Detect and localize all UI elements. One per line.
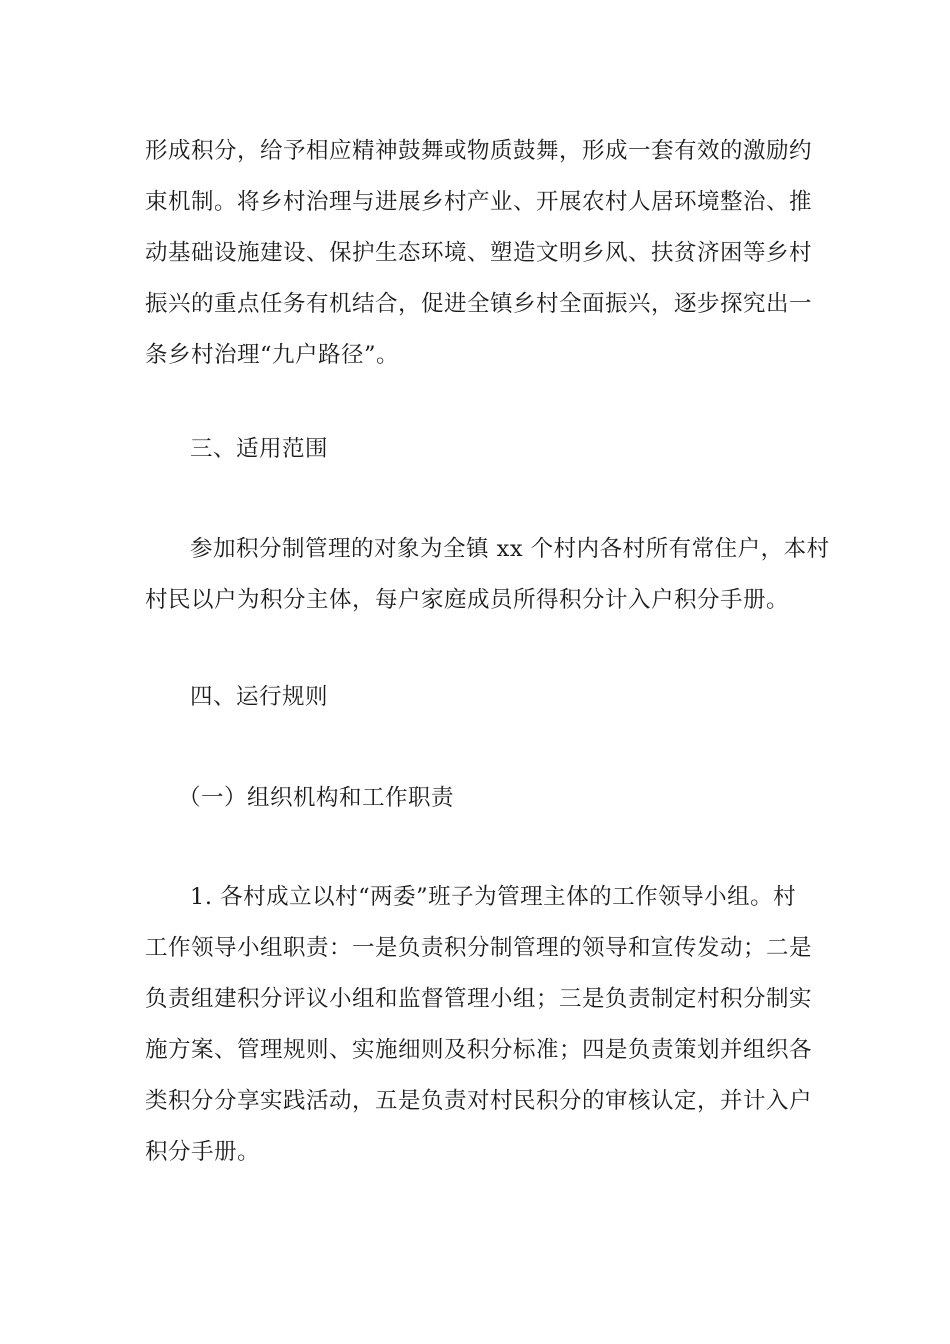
paragraph-line: 村民以户为积分主体，每户家庭成员所得积分计入户积分手册。	[145, 587, 790, 613]
paragraph-line: 束机制。将乡村治理与进展乡村产业、开展农村人居环境整治、推	[145, 189, 813, 215]
paragraph-scope	[145, 524, 830, 626]
paragraph-organization-duties	[145, 872, 813, 1178]
paragraph-line: 条乡村治理“九户路径”。	[145, 342, 400, 368]
paragraph-line: 负责组建积分评议小组和监督管理小组；三是负责制定村积分制实	[145, 986, 813, 1012]
section-heading-rules: 四、运行规则	[190, 684, 329, 710]
paragraph-line: 1. 各村成立以村“两委”班子为管理主体的工作领导小组。村	[190, 884, 797, 910]
paragraph-line: 动基础设施建设、保护生态环境、塑造文明乡风、扶贫济困等乡村	[145, 240, 813, 266]
paragraph-line: 参加积分制管理的对象为全镇 xx 个村内各村所有常住户，本村	[190, 536, 830, 562]
paragraph-line: 工作领导小组职责：一是负责积分制管理的领导和宣传发动；二是	[145, 935, 813, 961]
paragraph-line: 积分手册。	[145, 1139, 261, 1165]
paragraph-incentive-mechanism	[145, 126, 813, 381]
subsection-heading-organization: （一）组织机构和工作职责	[178, 785, 455, 811]
paragraph-line: 形成积分，给予相应精神鼓舞或物质鼓舞，形成一套有效的激励约	[145, 138, 813, 164]
paragraph-line: 振兴的重点任务有机结合，促进全镇乡村全面振兴，逐步探究出一	[145, 291, 813, 317]
paragraph-line: 施方案、管理规则、实施细则及积分标准；四是负责策划并组织各	[145, 1037, 813, 1063]
paragraph-line: 类积分分享实践活动，五是负责对村民积分的审核认定，并计入户	[145, 1088, 813, 1114]
section-heading-scope: 三、适用范围	[190, 436, 329, 462]
